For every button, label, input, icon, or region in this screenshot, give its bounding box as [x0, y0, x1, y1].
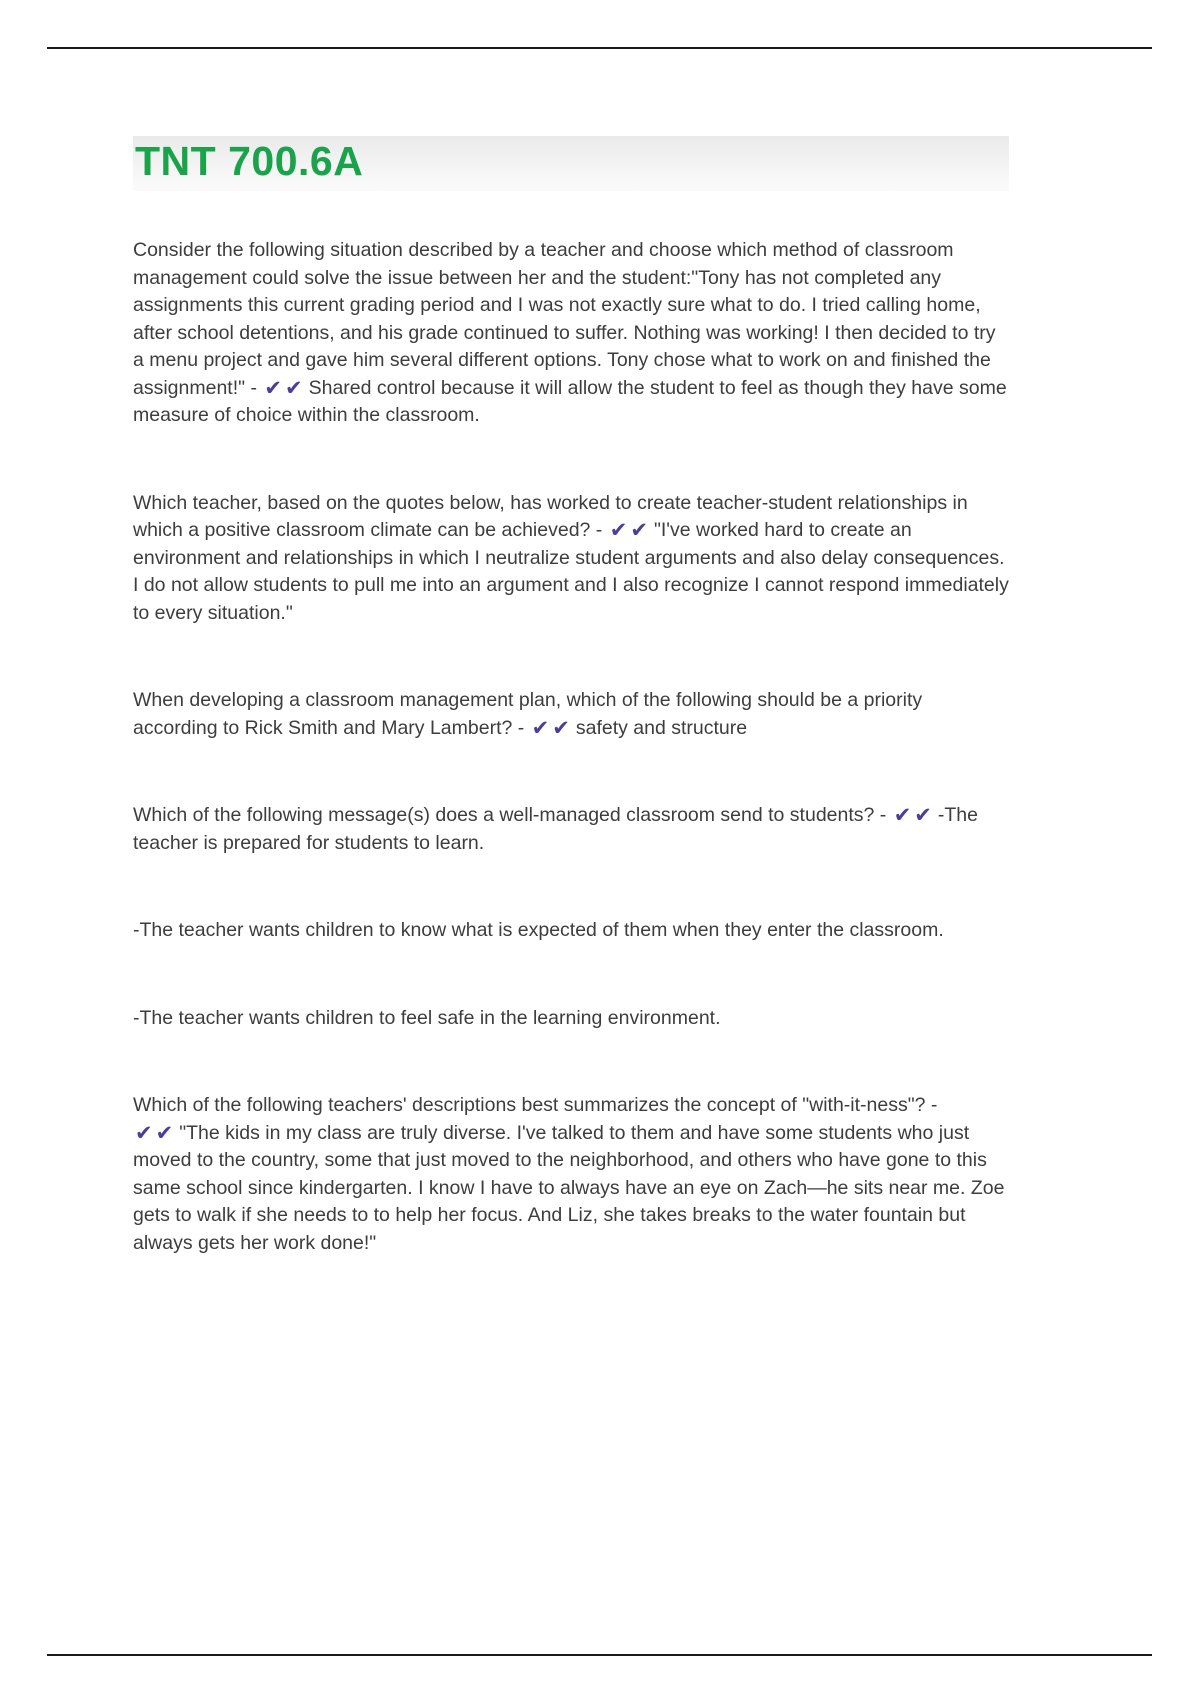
- answer-text: -The teacher is prepared for students to learn.: [133, 804, 979, 854]
- document-content: [133, 136, 1009, 1257]
- top-rule: [47, 47, 1152, 49]
- question-text: Which teacher, based on the quotes below, has worked to create teacher-student relationships in which a positive classroom climate can be achieved? -: [133, 491, 968, 541]
- question-text: When developing a classroom management plan, which of the following should be a priority according to Rick Smith and Mary Lambert? -: [133, 689, 923, 739]
- qa-paragraph: [133, 490, 1009, 628]
- qa-paragraph: [133, 1092, 1009, 1257]
- question-text: Which of the following message(s) does a well-managed classroom send to students? -: [133, 804, 892, 826]
- double-check-icon: ✔✔: [531, 716, 573, 740]
- question-text: Consider the following situation described by a teacher and choose which method of classroom management could solve the issue between her and the student:"Tony has not completed any assignments this current grading period and I was not exactly sure what to do. I tried calling home, after school detentions, and his grade continued to suffer. Nothing was working! I then decided to try a menu project and gave him several different options. Tony chose what to work on and finished the assignment!" -: [133, 239, 996, 399]
- page-title: TNT 700.6A: [133, 136, 1009, 191]
- double-check-icon: ✔✔: [135, 1121, 177, 1145]
- statement-paragraph: [133, 1005, 1009, 1033]
- question-text: Which of the following teachers' descriptions best summarizes the concept of "with-it-ness"? -: [133, 1094, 938, 1116]
- answer-text: "I've worked hard to create an environment and relationships in which I neutralize student arguments and also delay consequences. I do not allow students to pull me into an argument and I also recognize I cannot respond immediately to every situation.": [133, 519, 1009, 624]
- statement-paragraph: [133, 917, 1009, 945]
- answer-text: Shared control because it will allow the student to feel as though they have some measure of choice within the classroom.: [133, 376, 1007, 426]
- bottom-rule: [47, 1654, 1152, 1656]
- double-check-icon: ✔✔: [264, 376, 306, 400]
- answer-text: safety and structure: [575, 716, 748, 739]
- statement-text: -The teacher wants children to feel safe in the learning environment.: [133, 1006, 721, 1029]
- qa-paragraph: [133, 802, 1009, 857]
- qa-paragraph: [133, 687, 1009, 742]
- qa-paragraph: [133, 237, 1009, 430]
- double-check-icon: ✔✔: [609, 519, 651, 542]
- double-check-icon: ✔✔: [893, 804, 935, 827]
- statement-text: -The teacher wants children to know what is expected of them when they enter the classroom.: [133, 919, 944, 941]
- answer-text: "The kids in my class are truly diverse. I've talked to them and have some students who just moved to the country, some that just moved to the neighborhood, and others who have gone to this same school since kindergarten. I know I have to always have an eye on Zach—he sits near me. Zoe gets to walk if she needs to to help her focus. And Liz, she takes breaks to the water fountain but always gets her work done!": [133, 1121, 1005, 1254]
